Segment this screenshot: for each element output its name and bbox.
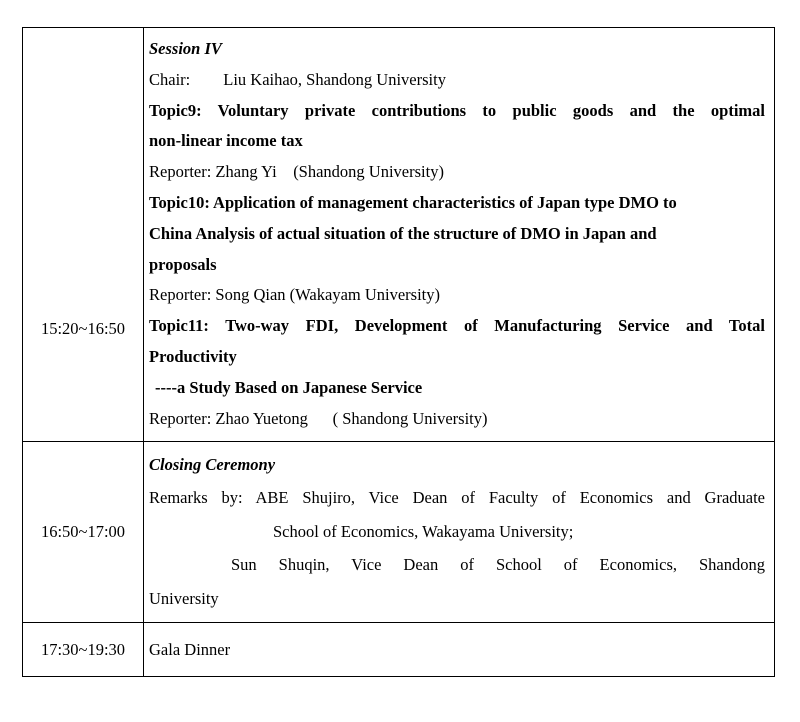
remarks-line2: School of Economics, Wakayama University; (273, 521, 574, 541)
time-text: 16:50~17:00 (40, 522, 126, 541)
remarks-line4: University (149, 588, 219, 608)
table-row-closing-ceremony (23, 442, 774, 623)
topic11-subtitle: ----a Study Based on Japanese Service (155, 377, 423, 397)
time-cell-closing-ceremony (23, 442, 144, 622)
topic10-line3: proposals (149, 254, 217, 274)
reporter11-line: Reporter: Zhao Yuetong ( Shandong University) (149, 408, 488, 428)
gala-dinner-content-cell (144, 623, 774, 676)
table-row-session-4 (23, 28, 774, 442)
time-cell-gala-dinner (23, 623, 144, 676)
remarks-line3: Sun Shuqin, Vice Dean of School of Economics, Shandong (231, 555, 765, 575)
chair-line: Chair: Liu Kaihao, Shandong University (149, 69, 446, 89)
topic10-line2: China Analysis of actual situation of the structure of DMO in Japan and (149, 223, 657, 243)
topic10-line1: Topic10: Application of management characteristics of Japan type DMO to (149, 192, 677, 212)
topic9-line1: Topic9: Voluntary private contributions to public goods and the optimal (149, 100, 765, 120)
gala-dinner-label: Gala Dinner (149, 639, 231, 659)
closing-ceremony-title: Closing Ceremony (149, 455, 276, 474)
schedule-table (22, 27, 775, 677)
topic11-line2: Productivity (149, 346, 237, 366)
time-text: 15:20~16:50 (40, 319, 126, 338)
closing-ceremony-content-cell (144, 442, 774, 622)
session-4-content-cell (144, 28, 774, 441)
reporter10-line: Reporter: Song Qian (Wakayam University) (149, 285, 441, 305)
time-cell-session-4 (23, 28, 144, 441)
session-title: Session IV (149, 39, 222, 58)
remarks-line1: Remarks by: ABE Shujiro, Vice Dean of Faculty of Economics and Graduate (149, 488, 765, 508)
topic11-line1: Topic11: Two-way FDI, Development of Manufacturing Service and Total (149, 316, 765, 336)
reporter9-line: Reporter: Zhang Yi (Shandong University) (149, 162, 444, 182)
topic9-line2: non-linear income tax (149, 131, 303, 151)
table-row-gala-dinner (23, 623, 774, 676)
time-text: 17:30~19:30 (40, 639, 126, 659)
